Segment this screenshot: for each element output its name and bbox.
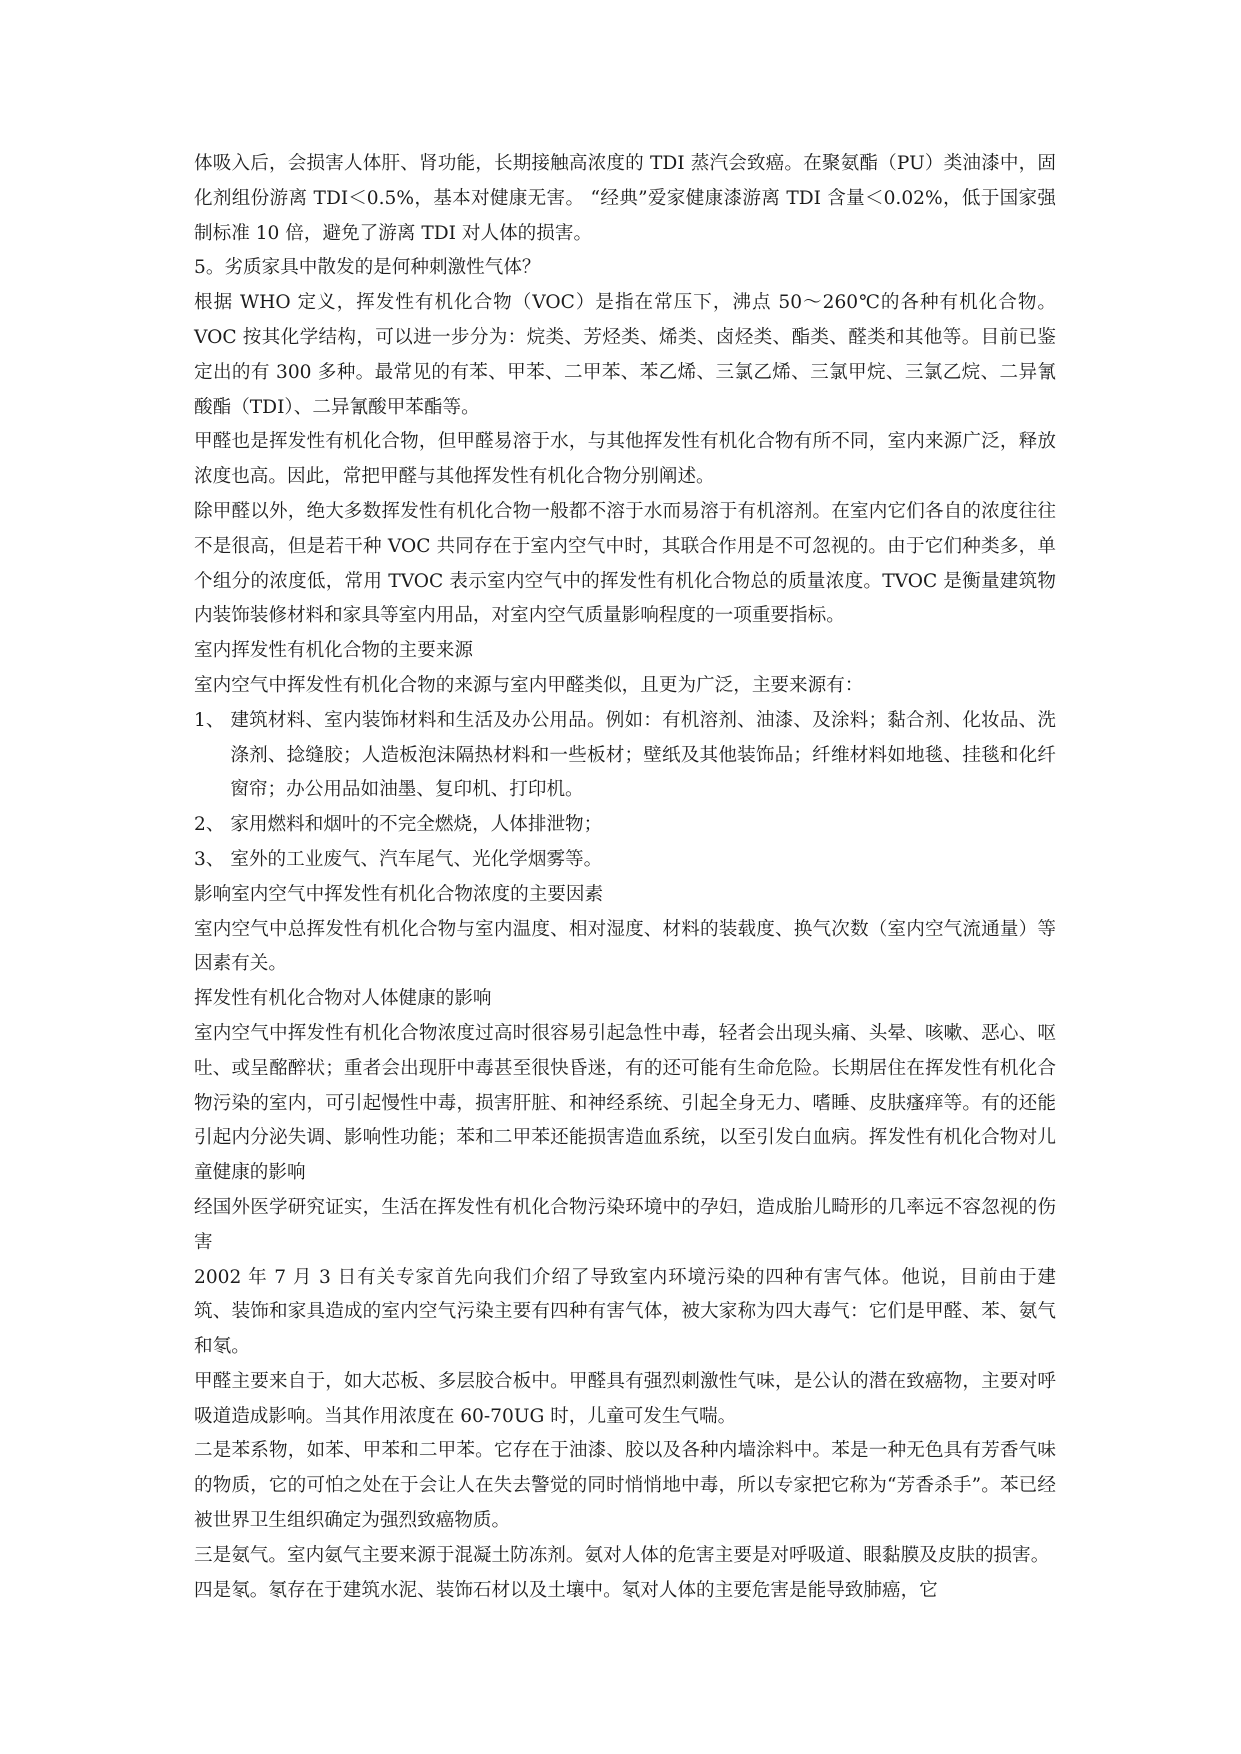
- list-item-text: 建筑材料、室内装饰材料和生活及办公用品。例如：有机溶剂、油漆、及涂料；黏合剂、化妆品、洗涤剂、捻缝胶；人造板泡沫隔热材料和一些板材；壁纸及其他装饰品；纤维材料如地毯、挂毯和化纤窗帘；办公用品如油墨、复印机、打印机。: [230, 709, 1056, 801]
- list-item: [194, 808, 1056, 843]
- list-item: [194, 843, 1056, 878]
- paragraph-sources-intro: 室内空气中挥发性有机化合物的来源与室内甲醛类似，且更为广泛，主要来源有：: [194, 674, 864, 696]
- list-item-text: 家用燃料和烟叶的不完全燃烧，人体排泄物；: [230, 814, 603, 836]
- list-item: [194, 704, 1056, 808]
- section-heading-sources: 室内挥发性有机化合物的主要来源: [194, 640, 473, 662]
- paragraph-pregnancy: 经国外医学研究证实，生活在挥发性有机化合物污染环境中的孕妇，造成胎儿畸形的几率远不容忽视的伤害: [194, 1196, 1056, 1253]
- paragraph-factors: 室内空气中总挥发性有机化合物与室内温度、相对湿度、材料的装载度、换气次数（室内空气流通量）等因素有关。: [194, 918, 1056, 975]
- paragraph-radon: 四是氡。氡存在于建筑水泥、装饰石材以及土壤中。氡对人体的主要危害是能导致肺癌，它: [194, 1579, 938, 1601]
- paragraph-four-gases: 2002 年 7 月 3 日有关专家首先向我们介绍了导致室内环境污染的四种有害气体。他说，目前由于建筑、装饰和家具造成的室内空气污染主要有四种有害气体，被大家称为四大毒气：它们是甲醛、苯、氨气和氡。: [194, 1266, 1056, 1358]
- document-body: [194, 147, 1056, 1608]
- paragraph-voc-definition: 根据 WHO 定义，挥发性有机化合物（VOC）是指在常压下，沸点 50～260℃的各种有机化合物。VOC 按其化学结构，可以进一步分为：烷类、芳烃类、烯类、卤烃类、酯类、醛类和其他等。目前已鉴定出的有 300 多种。最常见的有苯、甲苯、二甲苯、苯乙烯、三氯乙烯、三氯甲烷、三氯乙烷、二异氰酸酯（TDI）、二异氰酸甲苯酯等。: [194, 292, 1056, 418]
- list-item-number: 3、: [194, 848, 231, 870]
- list-item-number: 1、: [194, 709, 231, 731]
- paragraph-formaldehyde-source: 甲醛主要来自于，如大芯板、多层胶合板中。甲醛具有强烈刺激性气味，是公认的潜在致癌物，主要对呼吸道造成影响。当其作用浓度在 60-70UG 时，儿童可发生气喘。: [194, 1370, 1056, 1427]
- paragraph-health-effects: 室内空气中挥发性有机化合物浓度过高时很容易引起急性中毒，轻者会出现头痛、头晕、咳嗽、恶心、呕吐、或呈酩醉状；重者会出现肝中毒甚至很快昏迷，有的还可能有生命危险。长期居住在挥发性有机化合物污染的室内，可引起慢性中毒，损害肝脏、和神经系统、引起全身无力、嗜睡、皮肤瘙痒等。有的还能引起内分泌失调、影响性功能；苯和二甲苯还能损害造血系统，以至引发白血病。挥发性有机化合物对儿童健康的影响: [194, 1022, 1056, 1184]
- paragraph-tdi-intro: 体吸入后，会损害人体肝、肾功能，长期接触高浓度的 TDI 蒸汽会致癌。在聚氨酯（PU）类油漆中，固化剂组份游离 TDI＜0.5%，基本对健康无害。 “经典”爱家健康漆游离 TDI 含量＜0.02%，低于国家强制标准 10 倍，避免了游离 TDI 对人体的损害。: [194, 153, 1056, 244]
- section-heading-health: 挥发性有机化合物对人体健康的影响: [194, 988, 492, 1010]
- list-item-text: 室外的工业废气、汽车尾气、光化学烟雾等。: [230, 848, 603, 870]
- list-item-number: 2、: [194, 814, 231, 836]
- section-heading-factors: 影响室内空气中挥发性有机化合物浓度的主要因素: [194, 883, 604, 905]
- paragraph-formaldehyde: 甲醛也是挥发性有机化合物，但甲醛易溶于水，与其他挥发性有机化合物有所不同，室内来源广泛，释放浓度也高。因此，常把甲醛与其他挥发性有机化合物分别阐述。: [194, 431, 1056, 488]
- paragraph-ammonia: 三是氨气。室内氨气主要来源于混凝土防冻剂。氨对人体的危害主要是对呼吸道、眼黏膜及皮肤的损害。: [194, 1544, 1050, 1566]
- paragraph-benzene: 二是苯系物，如苯、甲苯和二甲苯。它存在于油漆、胶以及各种内墙涂料中。苯是一种无色具有芳香气味的物质，它的可怕之处在于会让人在失去警觉的同时悄悄地中毒，所以专家把它称为“芳香杀手”。苯已经被世界卫生组织确定为强烈致癌物质。: [194, 1440, 1056, 1532]
- question-heading-5: 5。劣质家具中散发的是何种刺激性气体？: [194, 257, 541, 279]
- paragraph-tvoc: 除甲醛以外，绝大多数挥发性有机化合物一般都不溶于水而易溶于有机溶剂。在室内它们各自的浓度往往不是很高，但是若干种 VOC 共同存在于室内空气中时，其联合作用是不可忽视的。由于它们种类多，单个组分的浓度低，常用 TVOC 表示室内空气中的挥发性有机化合物总的质量浓度。TVOC 是衡量建筑物内装饰装修材料和家具等室内用品，对室内空气质量影响程度的一项重要指标。: [194, 500, 1056, 627]
